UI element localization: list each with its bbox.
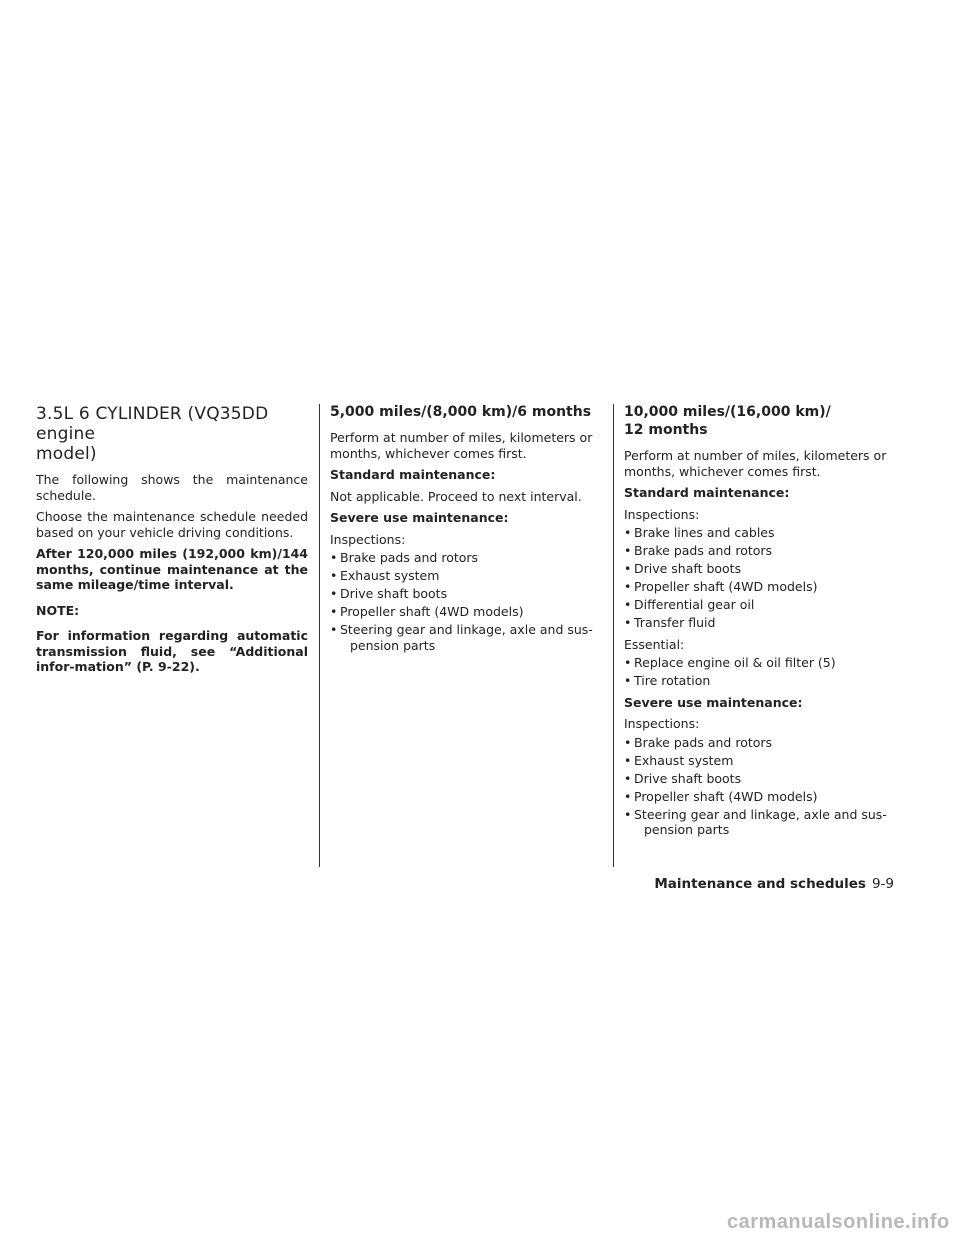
list-item: • Steering gear and linkage, axle and sus- pension parts (624, 806, 887, 837)
page-footer (654, 876, 894, 892)
standard-maintenance-label: Standard maintenance: (624, 485, 790, 500)
bullet-icon: • (624, 597, 632, 612)
column-engine-intro (36, 400, 308, 681)
standard-maintenance-text: Not applicable. Proceed to next interval. (330, 488, 582, 504)
engine-heading-line1: 3.5L 6 CYLINDER (VQ35DD engine (36, 404, 269, 444)
severe-maintenance-label: Severe use maintenance: (624, 694, 803, 710)
inspections-list (330, 550, 602, 653)
column-divider (613, 404, 614, 867)
bullet-icon: • (330, 568, 338, 583)
bullet-icon: • (624, 734, 632, 750)
severe-maintenance-label: Severe use maintenance: (330, 510, 509, 525)
bullet-icon: • (624, 673, 632, 688)
interval-heading: 10,000 miles/(16,000 km)/ 12 months (624, 404, 831, 438)
inspections-label: Inspections: (624, 716, 700, 731)
column-5000-miles (330, 400, 602, 659)
note-label: NOTE: (36, 602, 80, 618)
list-item: • Propeller shaft (4WD models) (330, 604, 524, 619)
bullet-icon: • (330, 586, 338, 601)
list-item: • Replace engine oil & oil filter (5) (624, 655, 836, 670)
bullet-icon: • (624, 525, 632, 540)
essential-list (624, 655, 896, 689)
standard-maintenance-label: Standard maintenance: (330, 467, 496, 482)
list-item: • Drive shaft boots (330, 586, 448, 601)
bullet-icon: • (624, 788, 632, 804)
choose-paragraph: Choose the maintenance schedule needed based on your vehicle driving conditions. (36, 509, 308, 540)
list-item: • Brake pads and rotors (330, 550, 479, 565)
list-item: • Tire rotation (624, 673, 711, 688)
bullet-icon: • (624, 770, 632, 786)
list-item: • Drive shaft boots (624, 561, 742, 576)
inspections-label: Inspections: (330, 531, 406, 547)
bullet-icon: • (330, 622, 338, 637)
continue-paragraph: After 120,000 miles (192,000 km)/144 months, continue maintenance at the same mileage/time interval. (36, 546, 308, 592)
list-item: • Steering gear and linkage, axle and sus- pension parts (330, 622, 593, 653)
bullet-icon: • (330, 604, 338, 619)
essential-label: Essential: (624, 636, 685, 652)
bullet-icon: • (330, 550, 338, 565)
engine-heading (36, 404, 308, 464)
bullet-icon: • (624, 752, 632, 768)
column-divider (319, 404, 320, 867)
bullet-icon: • (624, 543, 632, 558)
bullet-icon: • (624, 806, 632, 822)
list-item: • Exhaust system (624, 752, 734, 768)
bullet-icon: • (624, 615, 632, 630)
bullet-icon: • (624, 579, 632, 594)
interval-intro: Perform at number of miles, kilometers or months, whichever comes first. (330, 430, 593, 461)
list-item: • Propeller shaft (4WD models) (624, 579, 818, 594)
list-item: • Brake pads and rotors (624, 543, 773, 558)
standard-inspections-list (624, 525, 896, 631)
list-item: • Drive shaft boots (624, 770, 742, 786)
interval-intro: Perform at number of miles, kilometers or months, whichever comes first. (624, 448, 887, 479)
watermark: carmanualsonline.info (727, 1211, 950, 1233)
list-item: • Brake lines and cables (624, 525, 775, 540)
page-number: 9-9 (871, 876, 894, 892)
list-item: • Transfer fluid (624, 615, 716, 630)
list-item: • Propeller shaft (4WD models) (624, 788, 818, 804)
intro-paragraph: The following shows the maintenance schedule. (36, 472, 308, 503)
inspections-label: Inspections: (624, 506, 700, 522)
list-item: • Exhaust system (330, 568, 440, 583)
interval-heading: 5,000 miles/(8,000 km)/6 months (330, 404, 592, 420)
note-text: For information regarding automatic transmission fluid, see “Additional infor-mation” (P. 9-22). (36, 628, 308, 674)
list-item: • Brake pads and rotors (624, 734, 773, 750)
bullet-icon: • (624, 655, 632, 670)
severe-inspections-list (624, 735, 896, 838)
engine-heading-line2: model) (36, 444, 97, 464)
column-10000-miles (624, 400, 896, 844)
bullet-icon: • (624, 561, 632, 576)
list-item: • Differential gear oil (624, 597, 755, 612)
footer-section-title: Maintenance and schedules (654, 876, 866, 892)
